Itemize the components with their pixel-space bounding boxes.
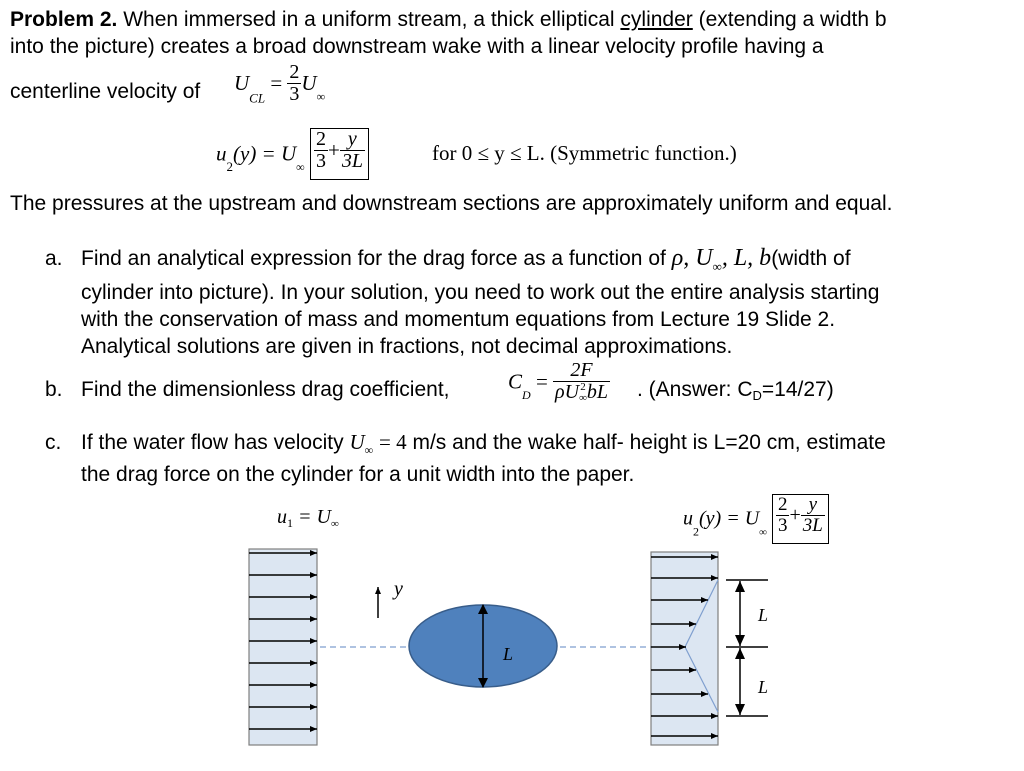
part-b-marker: b.	[45, 378, 63, 401]
u2-symbol: u	[216, 141, 227, 166]
y-axis-label: y	[394, 578, 403, 600]
ucl-equals: =	[270, 71, 283, 95]
cd-den-main: ρU	[555, 381, 580, 403]
u1-symbol: u	[277, 506, 287, 528]
cd-den-sub: ∞	[579, 392, 587, 405]
u2f-sub: 2	[693, 524, 699, 539]
dim-upper-arrow-bottom	[735, 635, 745, 646]
dim-lower-arrow-bottom	[735, 704, 745, 715]
u1-eq: = U	[293, 506, 331, 528]
ucl-sub: CL	[249, 90, 266, 106]
part-a-line-3: with the conservation of mass and momentum equations from Lecture 19 Slide 2.	[81, 308, 836, 331]
part-a-text-1: Find an analytical expression for the drag force as a function of	[81, 247, 666, 270]
pressures-text: The pressures at the upstream and downstream sections are approximately uniform and equal.	[10, 192, 893, 215]
part-a-text-1-tail: (width of	[771, 247, 851, 270]
problem-label: Problem 2.	[10, 8, 118, 31]
part-c-eq: = 4	[379, 430, 407, 454]
profile-f2-num: y	[340, 129, 365, 151]
cd-den-tail: bL	[586, 381, 609, 403]
cd-answer-sub: D	[752, 388, 762, 403]
ucl-symbol: U	[234, 71, 250, 95]
part-c-text-post: m/s and the wake half- height is L=20 cm, estimate	[412, 431, 886, 454]
u2-sub: 2	[226, 158, 233, 174]
part-a-marker: a.	[45, 247, 63, 270]
part-c-line-2: the drag force on the cylinder for a unit width into the paper.	[81, 463, 635, 486]
profile-arg: (y) = U	[233, 141, 297, 166]
dim-lower-label: L	[758, 677, 769, 697]
dim-upper-label: L	[758, 605, 769, 625]
part-c-u-sub: ∞	[364, 443, 374, 457]
dim-lower-arrow-top	[735, 648, 745, 659]
cd-frac-num: 2F	[553, 360, 610, 382]
cylinder-word: cylinder	[620, 8, 693, 31]
u1-sub: 1	[287, 516, 293, 530]
uinf-sub: ∞	[316, 89, 326, 104]
profile-condition: for 0 ≤ y ≤ L. (Symmetric function.)	[432, 141, 737, 165]
profile-f1-den: 3	[315, 150, 326, 172]
part-c-text-pre: If the water flow has velocity	[81, 431, 344, 454]
part-a-line-2: cylinder into picture). In your solution, you need to work out the entire analysis starting	[81, 281, 880, 304]
cd-symbol: C	[508, 369, 523, 394]
u2f-f2-den: 3L	[802, 514, 823, 536]
part-a-vars-tail: , L, b	[721, 245, 772, 271]
ucl-frac-num: 2	[289, 61, 300, 83]
u2f-plus: +	[789, 503, 801, 526]
u2f-eq-sub: ∞	[759, 526, 767, 539]
part-b-text: Find the dimensionless drag coefficient,	[81, 378, 450, 401]
part-a-line-4: Analytical solutions are given in fractions, not decimal approximations.	[81, 335, 733, 358]
problem-text-3: centerline velocity of	[10, 80, 201, 103]
u2f-f1-den: 3	[777, 514, 788, 536]
profile-f2-den: 3L	[341, 150, 363, 172]
cd-answer-tail: =14/27)	[761, 378, 834, 401]
cd-sub: D	[522, 388, 531, 403]
u2f-symbol: u	[683, 507, 693, 530]
problem-text-1-tail: (extending a width b	[692, 8, 887, 31]
profile-uinf-sub: ∞	[296, 159, 305, 174]
problem-text-1: When immersed in a uniform stream, a thick elliptical	[123, 8, 615, 31]
part-c-u: U	[349, 430, 365, 454]
problem-line-2: into the picture) creates a broad downstream wake with a linear velocity profile having a	[10, 35, 824, 58]
ucl-frac-den: 3	[289, 83, 300, 105]
u1-eq-sub: ∞	[330, 518, 339, 530]
upstream-box	[249, 549, 317, 745]
dim-upper-arrow-top	[735, 581, 745, 592]
u2f-f2-num: y	[801, 495, 825, 516]
part-c-marker: c.	[45, 431, 62, 454]
profile-plus: +	[327, 138, 340, 162]
u2f-eq: (y) = U	[699, 507, 760, 530]
profile-f1-num: 2	[315, 128, 326, 150]
uinf-symbol: U	[301, 71, 317, 95]
part-a-vars-sub: ∞	[712, 259, 722, 274]
cd-answer-text: . (Answer: C	[637, 378, 753, 401]
cd-den-sup: 2	[580, 381, 586, 394]
cd-equals: =	[535, 369, 548, 394]
cylinder-L-label: L	[503, 644, 514, 664]
part-a-vars-main: ρ, U	[671, 245, 713, 271]
u2f-f1-num: 2	[777, 494, 788, 515]
